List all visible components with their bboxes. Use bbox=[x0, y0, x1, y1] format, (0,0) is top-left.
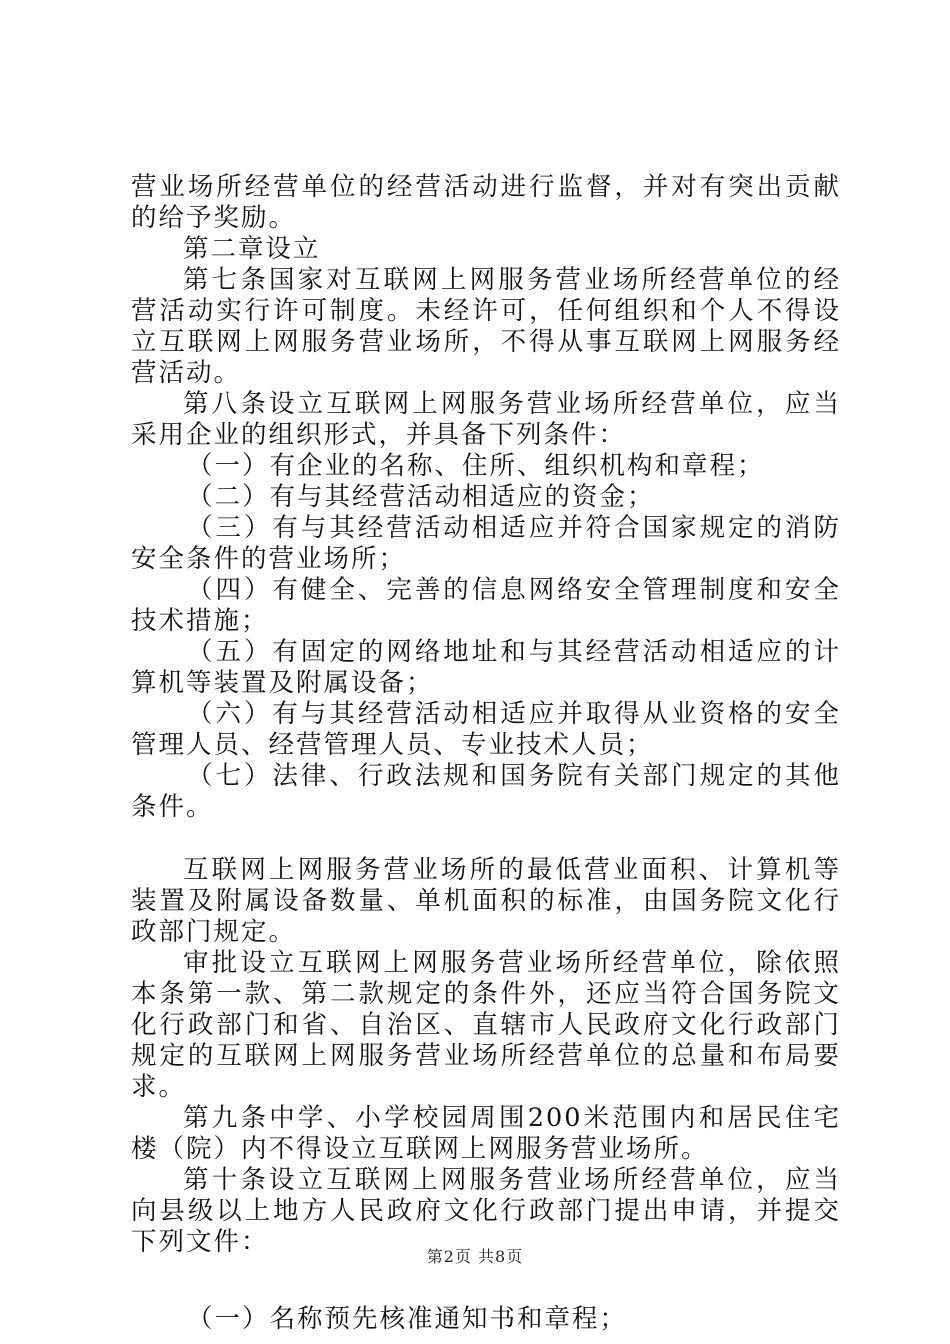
article-8-item-5: （五）有固定的网络地址和与其经营活动相适应的计算机等装置及附属设备； bbox=[131, 637, 841, 698]
article-10-item-1: （一）名称预先核准通知书和章程； bbox=[187, 1304, 628, 1334]
article-8-item-3: （三）有与其经营活动相适应并符合国家规定的消防安全条件的营业场所； bbox=[131, 513, 841, 574]
article-8-item-6: （六）有与其经营活动相适应并取得从业资格的安全管理人员、经营管理人员、专业技术人员； bbox=[131, 699, 841, 760]
page-footer: 第2页 共8页 bbox=[426, 1247, 524, 1266]
article-8-item-4: （四）有健全、完善的信息网络安全管理制度和安全技术措施； bbox=[131, 575, 841, 636]
article-8-item-2: （二）有与其经营活动相适应的资金； bbox=[187, 482, 655, 512]
article-8-item-7: （七）法律、行政法规和国务院有关部门规定的其他条件。 bbox=[131, 761, 841, 822]
article-8-paragraph-3: 审批设立互联网上网服务营业场所经营单位，除依照本条第一款、第二款规定的条件外，还应当符合国务院文化行政部门和省、自治区、直辖市人民政府文化行政部门规定的互联网上网服务营业场所经营单位的总量和布局要求。 bbox=[131, 948, 841, 1102]
paragraph-continuation: 营业场所经营单位的经营活动进行监督，并对有突出贡献的给予奖励。 bbox=[131, 172, 841, 233]
article-10: 第十条设立互联网上网服务营业场所经营单位，应当向县级以上地方人民政府文化行政部门提出申请，并提交下列文件： bbox=[131, 1165, 841, 1257]
article-7: 第七条国家对互联网上网服务营业场所经营单位的经营活动实行许可制度。未经许可，任何组织和个人不得设立互联网上网服务营业场所，不得从事互联网上网服务经营活动。 bbox=[131, 265, 841, 388]
article-9: 第九条中学、小学校园周围200米范围内和居民住宅楼（院）内不得设立互联网上网服务营业场所。 bbox=[131, 1103, 841, 1164]
chapter-heading: 第二章设立 bbox=[183, 234, 321, 264]
article-8-item-1: （一）有企业的名称、住所、组织机构和章程； bbox=[187, 451, 765, 481]
article-8-paragraph-2: 互联网上网服务营业场所的最低营业面积、计算机等装置及附属设备数量、单机面积的标准，由国务院文化行政部门规定。 bbox=[131, 855, 841, 947]
document-body bbox=[131, 172, 841, 1335]
article-8: 第八条设立互联网上网服务营业场所经营单位，应当采用企业的组织形式，并具备下列条件： bbox=[131, 389, 841, 450]
